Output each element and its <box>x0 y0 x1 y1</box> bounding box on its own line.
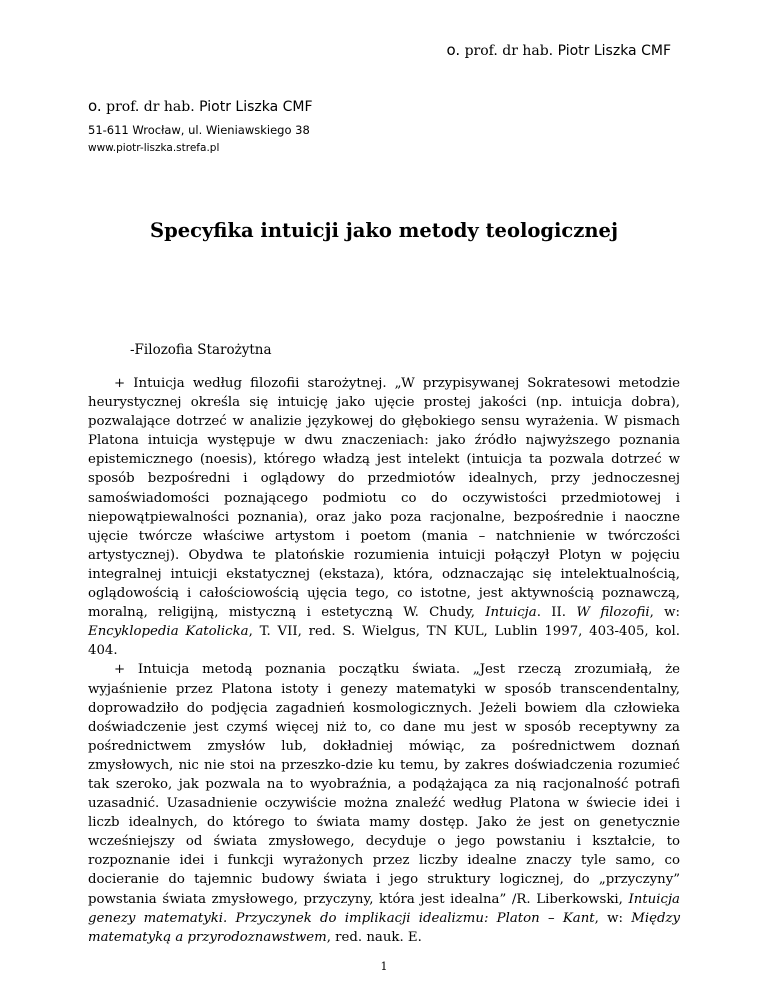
body-text <box>88 374 680 947</box>
author-block <box>88 97 313 154</box>
citation-section: W filozofii <box>576 605 650 621</box>
running-header <box>446 41 671 59</box>
paragraph1-text-a: + Intuicja według filozofii starożytnej. „W przypisywanej Sokratesowi metodzie heurystycznej określa się intuicję jako ujęcie prostej jakości (np. intuicja dobra), pozwalające dotrzeć w analizie językowej do głębokiego sensu wyrażenia. W pismach Platona intuicja występuje w dwu znaczeniach: jako źródło najwyższego poznania epistemicznego (noesis), którego władzą jest intelekt (intuicja ta pozwala dotrzeć w sposób bezpośredni i oglądowy do przedmiotów idealnych, przy jednoczesnej samoświadomości poznającego podmiotu co do oczywistości przedmiotowej i niepowątpiewalności poznania), oraz jako poza racjonalne, bezpośrednie i naoczne ujęcie twórcze właściwe artystom i poetom (mania – natchnienie w twórczości artystycznej). Obydwa te platońskie rozumienia intuicji połączył Plotyn w pojęciu integralnej intuicji ekstatycznej (ekstaza), która, odznaczając się intelektualnością, oglądowością i całościowością ujęcia tego, co istotne, jest aktywnością poznawczą, moralną, religijną, mistyczną i estetyczną W. Chudy, <box>88 376 680 621</box>
author-name-line <box>88 97 313 115</box>
paragraph-intuicja-poczatek-swiata <box>88 660 680 946</box>
citation-source: Między matematyką a przyrodoznawstwem <box>88 910 681 945</box>
header-degree-prefix: o. <box>446 41 461 59</box>
author-name: Piotr Liszka CMF <box>199 99 313 115</box>
header-name: Piotr Liszka CMF <box>557 43 671 59</box>
paragraph1-text-c: , w: <box>649 605 680 621</box>
paragraph2-text-b: , w: <box>594 910 632 926</box>
paragraph1-text-d: , T. VII, red. S. Wielgus, TN KUL, Lublin 1997, 403-405, kol. 404. <box>88 624 680 659</box>
citation-title: Intuicja <box>485 605 537 621</box>
page-number: 1 <box>380 960 388 973</box>
document-title: Specyfika intuicji jako metody teologicznej <box>149 219 618 242</box>
header-degree: prof. dr hab. <box>460 43 558 59</box>
author-degree: prof. dr hab. <box>101 99 200 115</box>
author-degree-prefix: o. <box>88 97 102 115</box>
paragraph2-text-c: , red. nauk. E. <box>326 929 422 945</box>
paragraph2-text-a: + Intuicja metodą poznania początku świata. „Jest rzeczą zrozumiałą, że wyjaśnienie przez Platona istoty i genezy matematyki w sposób transcendentalny, doprowadziło do podjęcia zagadnień kosmologicznych. Jeżeli bowiem dla człowieka doświadczenie jest czymś więcej niż to, co dane mu jest w sposób receptywny za pośrednictwem zmysłów lub, dokładniej mówiąc, za pośrednictwem doznań zmysłowych, nic nie stoi na przeszko-dzie ku temu, by zakres doświadczenia rozumieć tak szeroko, jak pozwala na to wyobraźnia, a podążająca za nią racjonalność potrafi uzasadnić. Uzasadnienie oczywiście można znaleźć według Platona w świecie idei i liczb idealnych, do którego to świata mamy dostęp. Jako że jest on genetycznie wcześniejszy od świata zmysłowego, decyduje o jego powstaniu i kształcie, to rozpoznanie idei i funkcji wyrażonych przez liczby idealne znaczy tyle samo, co docieranie do tajemnic budowy świata i jego struktury logicznej, do „przyczyny” powstania świata zmysłowego, przyczyny, która jest idealna” /R. Liberkowski, <box>88 662 680 907</box>
citation-title: Intuicja genezy matematyki. Przyczynek do implikacji idealizmu: Platon – Kant <box>88 891 680 926</box>
author-address: 51-611 Wrocław, ul. Wieniawskiego 38 <box>88 123 310 137</box>
paragraph1-text-b: . II. <box>536 605 577 621</box>
section-label: -Filozofia Starożytna <box>130 342 272 358</box>
paragraph-intuicja-starozytna <box>88 374 680 660</box>
citation-source: Encyklopedia Katolicka <box>88 624 249 640</box>
author-website-link[interactable]: www.piotr-liszka.strefa.pl <box>88 142 220 154</box>
